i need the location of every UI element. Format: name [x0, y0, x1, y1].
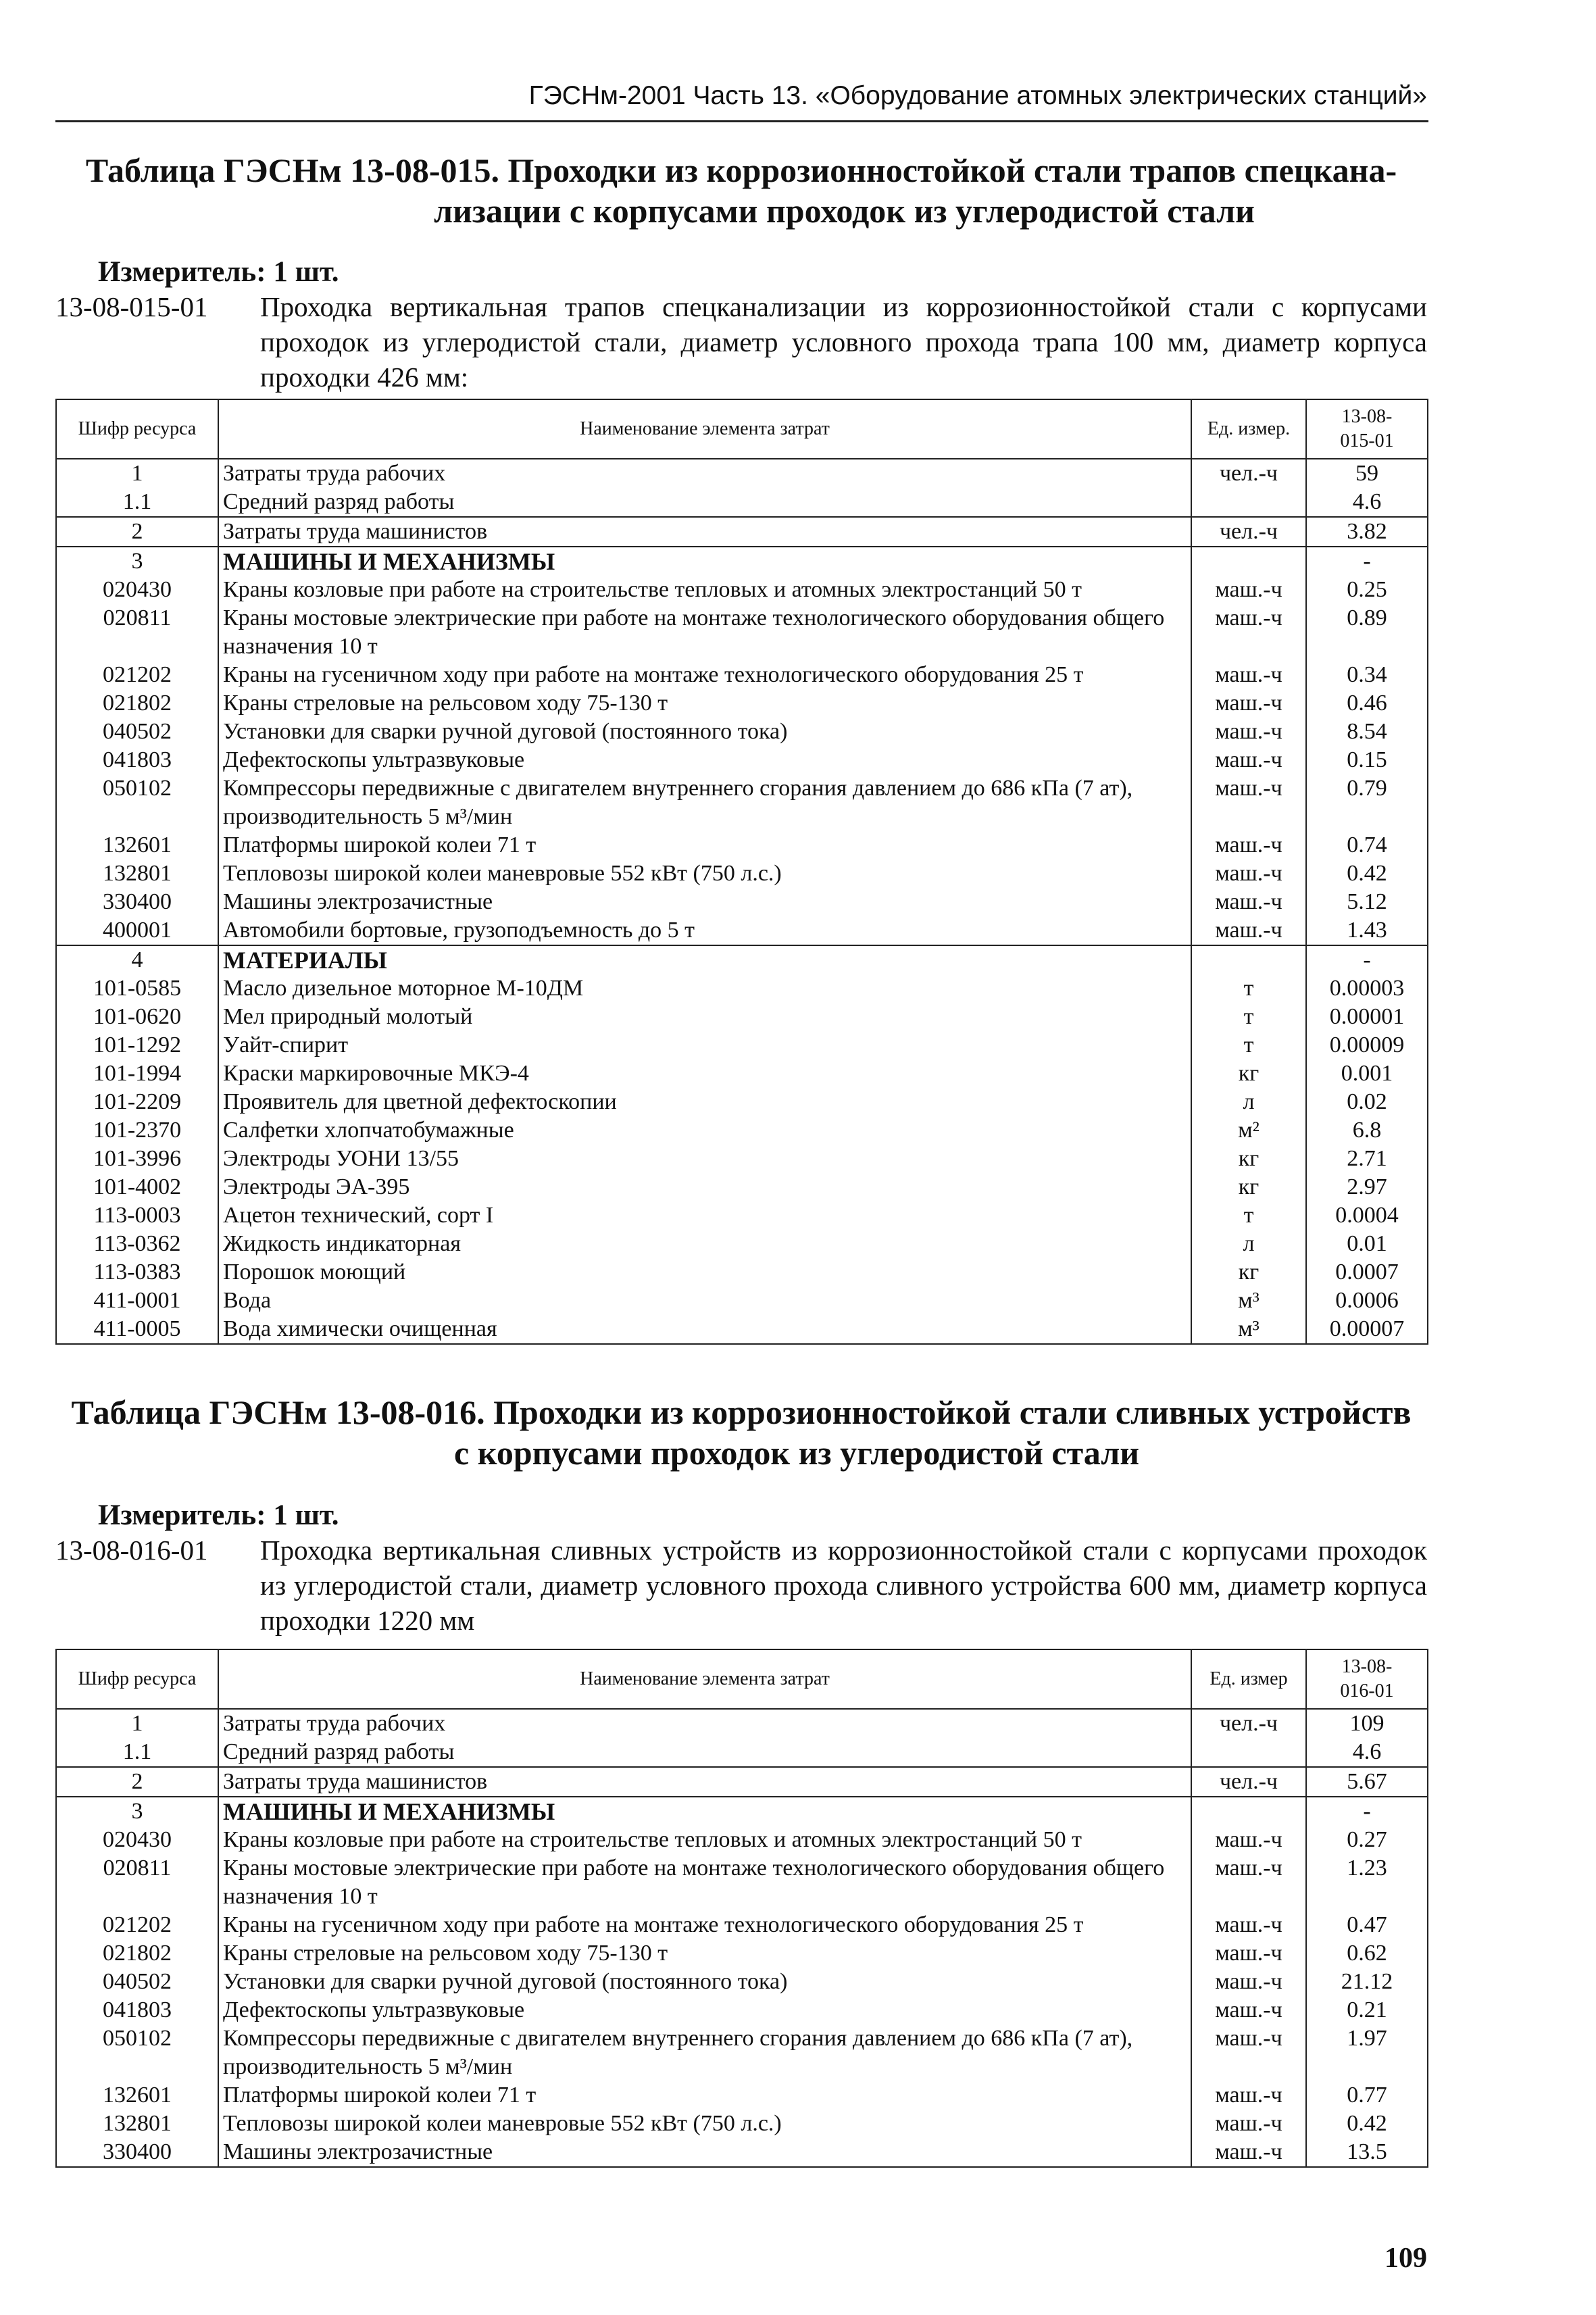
element-name-cell: Электроды ЭА-395 — [218, 1173, 1191, 1201]
norm-value-cell: 1.97 — [1306, 2024, 1428, 2081]
norm-value-cell: 0.34 — [1306, 661, 1428, 689]
element-name-cell: Дефектоскопы ультразвуковые — [218, 1996, 1191, 2024]
resource-code-cell: 132801 — [56, 2110, 218, 2138]
element-name-cell: Вода химически очищенная — [218, 1315, 1191, 1344]
table-row — [56, 945, 1428, 974]
table-header-row — [56, 399, 1428, 459]
norm-value-cell: 5.12 — [1306, 888, 1428, 916]
resource-code-cell: 041803 — [56, 746, 218, 774]
table-row — [56, 831, 1428, 860]
resource-code-cell: 1 — [56, 459, 218, 488]
norm-value-cell: 0.00003 — [1306, 974, 1428, 1003]
unit-cell: т — [1191, 1003, 1306, 1031]
table-row — [56, 888, 1428, 916]
unit-cell: чел.-ч — [1191, 1767, 1306, 1797]
resource-code-cell: 101-4002 — [56, 1173, 218, 1201]
norm-value-cell: 0.0007 — [1306, 1258, 1428, 1287]
unit-cell: т — [1191, 974, 1306, 1003]
table-row — [56, 746, 1428, 774]
unit-cell: маш.-ч — [1191, 604, 1306, 661]
unit-cell — [1191, 1738, 1306, 1767]
table-row — [56, 718, 1428, 746]
unit-cell — [1191, 945, 1306, 974]
element-name-cell: Ацетон технический, сорт I — [218, 1201, 1191, 1230]
resource-code-cell: 400001 — [56, 916, 218, 945]
norm-value-cell: 0.02 — [1306, 1088, 1428, 1116]
element-name-cell: Тепловозы широкой колеи маневровые 552 кВт (750 л.с.) — [218, 2110, 1191, 2138]
element-name-cell: Жидкость индикаторная — [218, 1230, 1191, 1258]
norm-value-cell: 2.71 — [1306, 1145, 1428, 1173]
unit-cell: маш.-ч — [1191, 774, 1306, 831]
table-title-016-line2: с корпусами проходок из углеродистой стали — [454, 1434, 1140, 1472]
element-name-cell: Машины электрозачистные — [218, 888, 1191, 916]
header-norm-code-line1: 13-08- — [1341, 1656, 1393, 1677]
table-row — [56, 488, 1428, 517]
table-title-015 — [55, 150, 1427, 231]
norm-value-cell: 3.82 — [1306, 517, 1428, 547]
element-name-cell: Вода — [218, 1287, 1191, 1315]
element-name-cell: Дефектоскопы ультразвуковые — [218, 746, 1191, 774]
table-row — [56, 1145, 1428, 1173]
running-header: ГЭСНм-2001 Часть 13. «Оборудование атомных электрических станций» — [528, 81, 1427, 110]
table-row — [56, 604, 1428, 661]
unit-cell: л — [1191, 1230, 1306, 1258]
resource-code-cell: 101-1994 — [56, 1060, 218, 1088]
norm-value-cell: 4.6 — [1306, 488, 1428, 517]
resource-code-cell: 2 — [56, 517, 218, 547]
resource-code-cell: 1 — [56, 1709, 218, 1738]
norm-value-cell: 59 — [1306, 459, 1428, 488]
element-name-cell: Краны стреловые на рельсовом ходу 75-130 т — [218, 1939, 1191, 1968]
table-title-015-line2: лизации с корпусами проходок из углеродистой стали — [434, 192, 1255, 230]
table-row — [56, 1088, 1428, 1116]
norm-value-cell: 0.00007 — [1306, 1315, 1428, 1344]
element-name-cell: Установки для сварки ручной дуговой (постоянного тока) — [218, 718, 1191, 746]
resource-code-cell: 040502 — [56, 1968, 218, 1996]
resource-code-cell: 113-0003 — [56, 1201, 218, 1230]
element-name-cell: Краны мостовые электрические при работе на монтаже технологического оборудования общего назначения 10 т — [218, 604, 1191, 661]
norm-value-cell: 5.67 — [1306, 1767, 1428, 1797]
table-title-016 — [55, 1392, 1427, 1473]
norm-value-cell: 0.0006 — [1306, 1287, 1428, 1315]
table-row — [56, 860, 1428, 888]
unit-cell: маш.-ч — [1191, 1854, 1306, 1911]
table-title-015-line1: Таблица ГЭСНм 13-08-015. Проходки из коррозионностойкой стали трапов спецкана- — [85, 151, 1397, 189]
norm-value-cell: 21.12 — [1306, 1968, 1428, 1996]
resource-code-cell: 411-0005 — [56, 1315, 218, 1344]
header-norm-code — [1306, 1649, 1428, 1709]
unit-cell: маш.-ч — [1191, 1911, 1306, 1939]
norm-value-cell: 0.77 — [1306, 2081, 1428, 2110]
unit-cell — [1191, 488, 1306, 517]
norm-value-cell: 109 — [1306, 1709, 1428, 1738]
element-name-cell: Средний разряд работы — [218, 1738, 1191, 1767]
unit-cell: т — [1191, 1031, 1306, 1060]
resource-code-cell: 020430 — [56, 576, 218, 604]
unit-cell: кг — [1191, 1145, 1306, 1173]
table-row — [56, 1738, 1428, 1767]
resource-code-cell: 050102 — [56, 2024, 218, 2081]
norm-value-cell: 0.00009 — [1306, 1031, 1428, 1060]
table-row — [56, 974, 1428, 1003]
table-row — [56, 1968, 1428, 1996]
header-rule — [55, 120, 1428, 122]
header-resource: Шифр ресурса — [56, 1649, 218, 1709]
element-name-cell: Тепловозы широкой колеи маневровые 552 кВт (750 л.с.) — [218, 860, 1191, 888]
unit-cell: чел.-ч — [1191, 1709, 1306, 1738]
element-name-cell: Затраты труда машинистов — [218, 1767, 1191, 1797]
unit-cell: кг — [1191, 1060, 1306, 1088]
resource-code-cell: 1.1 — [56, 1738, 218, 1767]
resource-code-cell: 3 — [56, 547, 218, 576]
unit-cell: маш.-ч — [1191, 2138, 1306, 2167]
table-row — [56, 1003, 1428, 1031]
unit-cell: кг — [1191, 1258, 1306, 1287]
element-name-cell: Электроды УОНИ 13/55 — [218, 1145, 1191, 1173]
resource-code-cell: 113-0383 — [56, 1258, 218, 1287]
resource-code-cell: 021802 — [56, 1939, 218, 1968]
table-row — [56, 1315, 1428, 1344]
norm-value-cell: 0.00001 — [1306, 1003, 1428, 1031]
element-name-cell: Уайт-спирит — [218, 1031, 1191, 1060]
table-row — [56, 774, 1428, 831]
table-row — [56, 689, 1428, 718]
element-name-cell: Платформы широкой колеи 71 т — [218, 831, 1191, 860]
norm-value-cell: 0.46 — [1306, 689, 1428, 718]
resource-code-cell: 050102 — [56, 774, 218, 831]
unit-cell: маш.-ч — [1191, 689, 1306, 718]
element-name-cell: Затраты труда машинистов — [218, 517, 1191, 547]
norm-value-cell: 2.97 — [1306, 1173, 1428, 1201]
norm-value-cell: 0.0004 — [1306, 1201, 1428, 1230]
resource-code-cell: 101-3996 — [56, 1145, 218, 1173]
header-norm-code-line2: 016-01 — [1340, 1681, 1394, 1701]
unit-cell: м³ — [1191, 1315, 1306, 1344]
element-name-cell: Краски маркировочные МКЭ-4 — [218, 1060, 1191, 1088]
norm-value-cell: 0.01 — [1306, 1230, 1428, 1258]
table-row — [56, 1230, 1428, 1258]
resource-code-cell: 113-0362 — [56, 1230, 218, 1258]
measure-016: Измеритель: 1 шт. — [98, 1499, 339, 1531]
unit-cell: т — [1191, 1201, 1306, 1230]
element-name-cell: Краны стреловые на рельсовом ходу 75-130 т — [218, 689, 1191, 718]
norm-description-016: Проходка вертикальная сливных устройств из коррозионностойкой стали с корпусами проходок из углеродистой стали, диаметр условного прохода сливного устройства 600 мм, диаметр корпуса проходки 1220 мм — [260, 1535, 1427, 1636]
element-name-cell: Проявитель для цветной дефектоскопии — [218, 1088, 1191, 1116]
unit-cell: маш.-ч — [1191, 661, 1306, 689]
norm-value-cell: 0.15 — [1306, 746, 1428, 774]
table-row — [56, 1173, 1428, 1201]
norm-value-cell: 1.23 — [1306, 1854, 1428, 1911]
norm-value-cell: 0.42 — [1306, 860, 1428, 888]
resource-code-cell: 020811 — [56, 1854, 218, 1911]
element-name-cell: Краны мостовые электрические при работе на монтаже технологического оборудования общего назначения 10 т — [218, 1854, 1191, 1911]
table-row — [56, 1767, 1428, 1797]
element-name-cell: Затраты труда рабочих — [218, 459, 1191, 488]
element-name-cell: Установки для сварки ручной дуговой (постоянного тока) — [218, 1968, 1191, 1996]
element-name-cell: Порошок моющий — [218, 1258, 1191, 1287]
unit-cell: маш.-ч — [1191, 746, 1306, 774]
norm-value-cell: 6.8 — [1306, 1116, 1428, 1145]
norm-value-cell: 0.74 — [1306, 831, 1428, 860]
table-row — [56, 1116, 1428, 1145]
table-row — [56, 1854, 1428, 1911]
unit-cell: маш.-ч — [1191, 2081, 1306, 2110]
table-row — [56, 2081, 1428, 2110]
table-row — [56, 1258, 1428, 1287]
unit-cell: маш.-ч — [1191, 1826, 1306, 1854]
unit-cell: маш.-ч — [1191, 888, 1306, 916]
resource-code-cell: 101-0620 — [56, 1003, 218, 1031]
norm-value-cell: 0.25 — [1306, 576, 1428, 604]
norm-table-016 — [55, 1649, 1428, 2168]
unit-cell: маш.-ч — [1191, 2024, 1306, 2081]
resource-code-cell: 330400 — [56, 2138, 218, 2167]
element-name-cell: Мел природный молотый — [218, 1003, 1191, 1031]
element-name-cell: МАТЕРИАЛЫ — [218, 945, 1191, 974]
resource-code-cell: 101-0585 — [56, 974, 218, 1003]
norm-value-cell: 13.5 — [1306, 2138, 1428, 2167]
table-row — [56, 2110, 1428, 2138]
table-row — [56, 661, 1428, 689]
table-row — [56, 547, 1428, 576]
table-row — [56, 1911, 1428, 1939]
table-row — [56, 1939, 1428, 1968]
header-unit: Ед. измер. — [1191, 399, 1306, 459]
element-name-cell: Средний разряд работы — [218, 488, 1191, 517]
element-name-cell: Краны козловые при работе на строительстве тепловых и атомных электростанций 50 т — [218, 576, 1191, 604]
header-name: Наименование элемента затрат — [218, 399, 1191, 459]
resource-code-cell: 101-2370 — [56, 1116, 218, 1145]
table-title-016-line1: Таблица ГЭСНм 13-08-016. Проходки из коррозионностойкой стали сливных устройств — [71, 1393, 1412, 1431]
resource-code-cell: 041803 — [56, 1996, 218, 2024]
element-name-cell: Компрессоры передвижные с двигателем внутреннего сгорания давлением до 686 кПа (7 ат), производительность 5 м³/мин — [218, 2024, 1191, 2081]
norm-table-015 — [55, 399, 1428, 1345]
norm-value-cell: - — [1306, 1797, 1428, 1826]
resource-code-cell: 132801 — [56, 860, 218, 888]
resource-code-cell: 020811 — [56, 604, 218, 661]
element-name-cell: Затраты труда рабочих — [218, 1709, 1191, 1738]
resource-code-cell: 021802 — [56, 689, 218, 718]
norm-value-cell: 0.47 — [1306, 1911, 1428, 1939]
norm-value-cell: 0.79 — [1306, 774, 1428, 831]
resource-code-cell: 040502 — [56, 718, 218, 746]
unit-cell: л — [1191, 1088, 1306, 1116]
resource-code-cell: 021202 — [56, 1911, 218, 1939]
norm-value-cell: 0.21 — [1306, 1996, 1428, 2024]
norm-value-cell: 0.62 — [1306, 1939, 1428, 1968]
element-name-cell: Краны на гусеничном ходу при работе на монтаже технологического оборудования 25 т — [218, 1911, 1191, 1939]
resource-code-cell: 132601 — [56, 831, 218, 860]
unit-cell: маш.-ч — [1191, 1968, 1306, 1996]
header-name: Наименование элемента затрат — [218, 1649, 1191, 1709]
element-name-cell: Машины электрозачистные — [218, 2138, 1191, 2167]
unit-cell: м³ — [1191, 1287, 1306, 1315]
resource-code-cell: 020430 — [56, 1826, 218, 1854]
norm-value-cell: 0.42 — [1306, 2110, 1428, 2138]
element-name-cell: Компрессоры передвижные с двигателем внутреннего сгорания давлением до 686 кПа (7 ат), производительность 5 м³/мин — [218, 774, 1191, 831]
table-row — [56, 1996, 1428, 2024]
element-name-cell: Краны козловые при работе на строительстве тепловых и атомных электростанций 50 т — [218, 1826, 1191, 1854]
resource-code-cell: 132601 — [56, 2081, 218, 2110]
unit-cell: маш.-ч — [1191, 831, 1306, 860]
table-row — [56, 916, 1428, 945]
table-row — [56, 517, 1428, 547]
header-unit: Ед. измер — [1191, 1649, 1306, 1709]
element-name-cell: МАШИНЫ И МЕХАНИЗМЫ — [218, 1797, 1191, 1826]
header-resource: Шифр ресурса — [56, 399, 218, 459]
table-row — [56, 459, 1428, 488]
resource-code-cell: 101-1292 — [56, 1031, 218, 1060]
norm-value-cell: 1.43 — [1306, 916, 1428, 945]
table-row — [56, 576, 1428, 604]
table-header-row — [56, 1649, 1428, 1709]
unit-cell — [1191, 1797, 1306, 1826]
resource-code-cell: 330400 — [56, 888, 218, 916]
unit-cell: маш.-ч — [1191, 576, 1306, 604]
unit-cell: маш.-ч — [1191, 2110, 1306, 2138]
norm-value-cell: 0.001 — [1306, 1060, 1428, 1088]
norm-value-cell: 0.89 — [1306, 604, 1428, 661]
unit-cell: м² — [1191, 1116, 1306, 1145]
norm-value-cell: - — [1306, 945, 1428, 974]
unit-cell: чел.-ч — [1191, 459, 1306, 488]
page-number: 109 — [1385, 2243, 1427, 2274]
unit-cell: маш.-ч — [1191, 1996, 1306, 2024]
norm-code-016: 13-08-016-01 — [55, 1535, 208, 1566]
norm-value-cell: 4.6 — [1306, 1738, 1428, 1767]
table-row — [56, 1287, 1428, 1315]
table-row — [56, 1709, 1428, 1738]
element-name-cell: Краны на гусеничном ходу при работе на монтаже технологического оборудования 25 т — [218, 661, 1191, 689]
norm-value-cell: 8.54 — [1306, 718, 1428, 746]
unit-cell: кг — [1191, 1173, 1306, 1201]
unit-cell: чел.-ч — [1191, 517, 1306, 547]
table-row — [56, 2024, 1428, 2081]
measure-015: Измеритель: 1 шт. — [98, 256, 339, 288]
resource-code-cell: 3 — [56, 1797, 218, 1826]
resource-code-cell: 411-0001 — [56, 1287, 218, 1315]
unit-cell: маш.-ч — [1191, 916, 1306, 945]
header-norm-code-line2: 015-01 — [1340, 430, 1394, 451]
table-row — [56, 1797, 1428, 1826]
norm-description-015: Проходка вертикальная трапов спецканализации из коррозионностойкой стали с корпусами проходок из углеродистой стали, диаметр условного прохода трапа 100 мм, диаметр корпуса проходки 426 мм: — [260, 291, 1427, 393]
norm-value-cell: 0.27 — [1306, 1826, 1428, 1854]
resource-code-cell: 4 — [56, 945, 218, 974]
norm-code-015: 13-08-015-01 — [55, 291, 208, 322]
unit-cell — [1191, 547, 1306, 576]
resource-code-cell: 021202 — [56, 661, 218, 689]
unit-cell: маш.-ч — [1191, 860, 1306, 888]
table-row — [56, 1060, 1428, 1088]
norm-value-cell: - — [1306, 547, 1428, 576]
element-name-cell: Масло дизельное моторное М-10ДМ — [218, 974, 1191, 1003]
element-name-cell: Платформы широкой колеи 71 т — [218, 2081, 1191, 2110]
header-norm-code — [1306, 399, 1428, 459]
unit-cell: маш.-ч — [1191, 1939, 1306, 1968]
header-norm-code-line1: 13-08- — [1341, 406, 1393, 427]
element-name-cell: МАШИНЫ И МЕХАНИЗМЫ — [218, 547, 1191, 576]
unit-cell: маш.-ч — [1191, 718, 1306, 746]
table-row — [56, 2138, 1428, 2167]
resource-code-cell: 101-2209 — [56, 1088, 218, 1116]
resource-code-cell: 2 — [56, 1767, 218, 1797]
table-row — [56, 1201, 1428, 1230]
resource-code-cell: 1.1 — [56, 488, 218, 517]
element-name-cell: Салфетки хлопчатобумажные — [218, 1116, 1191, 1145]
table-row — [56, 1826, 1428, 1854]
table-row — [56, 1031, 1428, 1060]
element-name-cell: Автомобили бортовые, грузоподъемность до 5 т — [218, 916, 1191, 945]
